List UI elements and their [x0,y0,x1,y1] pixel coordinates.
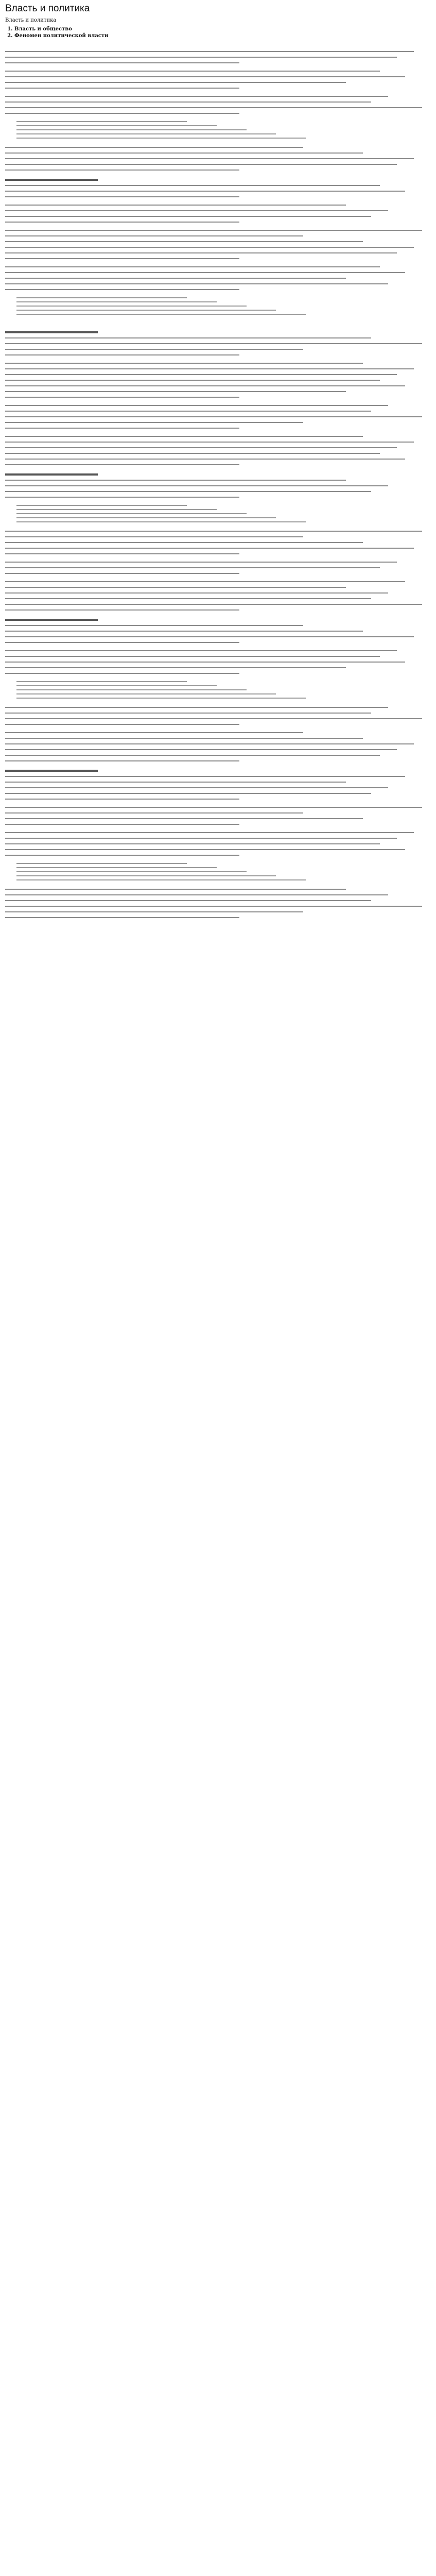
text-line [5,642,239,643]
text-line [5,185,380,186]
text-line [5,349,303,350]
list-item [16,513,247,514]
text-line [5,824,239,825]
text-line [5,453,380,454]
text-line [5,436,363,437]
list-item [16,875,276,876]
text-line [5,428,239,429]
text-line [5,667,346,668]
paragraph [5,266,431,290]
text-line [5,170,239,171]
text-line [5,283,388,284]
text-line [5,799,239,800]
list-item [16,517,276,518]
text-line [5,536,303,537]
table-of-contents [14,26,431,39]
text-line [5,422,303,423]
text-line [5,368,414,369]
text-line [5,587,346,588]
paragraph [5,889,431,918]
paragraph [5,337,431,355]
text-line [5,650,397,651]
text-line [5,442,414,443]
list-item [16,867,217,868]
section-heading [5,770,98,772]
text-line [5,289,239,290]
text-line [5,855,239,856]
text-line [5,889,346,890]
text-line [5,562,397,563]
text-line [5,581,405,582]
paragraph [5,405,431,429]
text-line [5,553,239,554]
text-line [5,416,422,417]
text-line [5,843,380,844]
list-item [16,297,187,298]
text-line [5,241,363,242]
text-line [5,266,380,267]
paragraph [5,531,431,554]
list-item [16,698,306,699]
list-item [16,125,217,126]
text-line [5,718,422,719]
text-line [5,57,397,58]
text-line [5,363,363,364]
list-item [16,863,187,864]
list-item [16,121,187,122]
text-line [5,776,405,777]
text-line [5,707,388,708]
paragraph [5,562,431,574]
paragraph [5,230,431,259]
text-line [5,88,239,89]
paragraph [5,776,431,800]
paragraph [5,71,431,89]
text-line [5,497,239,498]
text-line [5,531,422,532]
list-item [16,693,276,694]
list-item [16,685,217,686]
text-line [5,380,380,381]
text-line [5,567,380,568]
text-line [5,573,239,574]
toc-item[interactable]: 1. Власть и общество [14,26,431,32]
text-line [5,411,371,412]
text-line [5,832,414,833]
text-line [5,849,405,850]
text-line [5,397,239,398]
text-line [5,191,405,192]
paragraph [5,51,431,63]
text-line [5,656,380,657]
text-line [5,485,388,486]
text-line [5,592,388,594]
section-heading [5,331,98,333]
text-line [5,636,414,637]
text-line [5,385,405,386]
text-line [5,164,397,165]
text-line [5,793,371,794]
list-item [16,306,247,307]
list-item [16,138,306,139]
paragraph [5,96,431,114]
list-item [16,521,306,522]
text-line [5,464,239,465]
paragraph [5,581,431,611]
list-item [16,871,247,872]
paragraph [5,363,431,398]
text-line [5,196,239,197]
text-line [5,252,397,253]
text-line [5,216,371,217]
paragraph [5,205,431,223]
text-line [5,107,422,108]
text-line [5,662,405,663]
text-line [5,258,239,259]
text-line [5,598,371,599]
text-line [5,62,239,63]
text-line [5,96,388,97]
text-line [5,749,397,750]
text-line [5,906,422,907]
text-line [5,743,414,744]
list-item [16,301,217,302]
text-line [5,337,371,338]
paragraph [5,625,431,643]
text-line [5,278,346,279]
text-line [5,222,239,223]
list-item [16,310,276,311]
section-heading [5,619,98,621]
paragraph [5,732,431,761]
text-line [5,459,405,460]
list-item [16,689,247,690]
text-line [5,272,405,273]
text-line [5,732,303,733]
text-line [5,911,303,912]
list-item [16,129,247,130]
text-line [5,210,388,211]
paragraph [5,832,431,856]
text-line [5,101,371,103]
text-line [5,713,371,714]
text-line [5,405,388,406]
text-line [5,625,303,626]
toc-item[interactable]: 2. Феномен политической власти [14,33,431,39]
text-line [5,235,303,236]
text-line [5,548,414,549]
text-line [5,374,397,375]
page-title: Власть и политика [5,3,90,14]
text-line [5,447,397,448]
section-heading [5,473,98,476]
text-line [5,755,380,756]
text-line [5,354,239,355]
text-line [5,247,414,248]
text-line [5,113,239,114]
text-line [5,205,346,206]
paragraph [5,147,431,171]
text-line [5,230,422,231]
text-line [5,609,239,611]
text-line [5,900,371,901]
text-line [5,542,363,543]
paragraph [5,480,431,498]
text-line [5,782,346,783]
text-line [5,894,388,895]
text-line [5,812,303,814]
text-line [5,71,380,72]
list-item [16,681,187,682]
text-line [5,152,363,154]
text-line [5,807,422,808]
text-line [5,480,346,481]
list-item [16,505,187,506]
text-line [5,631,363,632]
text-line [5,917,239,918]
list-item [16,879,306,880]
list-item [16,314,306,315]
text-line [5,738,363,739]
section-heading [5,179,98,181]
document-body [5,51,431,918]
text-line [5,673,239,674]
text-line [5,391,346,392]
text-line [5,838,397,839]
list-item [16,509,217,510]
text-line [5,158,414,159]
paragraph [5,807,431,825]
paragraph [5,707,431,725]
text-line [5,818,363,819]
paragraph [5,436,431,465]
text-line [5,491,371,492]
text-line [5,82,346,83]
text-line [5,787,388,788]
paragraph [5,650,431,674]
text-line [5,760,239,761]
paragraph [5,185,431,197]
breadcrumb[interactable]: Власть и политика [5,18,57,23]
text-line [5,51,414,52]
text-line [5,147,303,148]
text-line [5,724,239,725]
text-line [5,604,422,605]
text-line [5,76,405,77]
text-line [5,343,422,344]
list-item [16,133,276,134]
